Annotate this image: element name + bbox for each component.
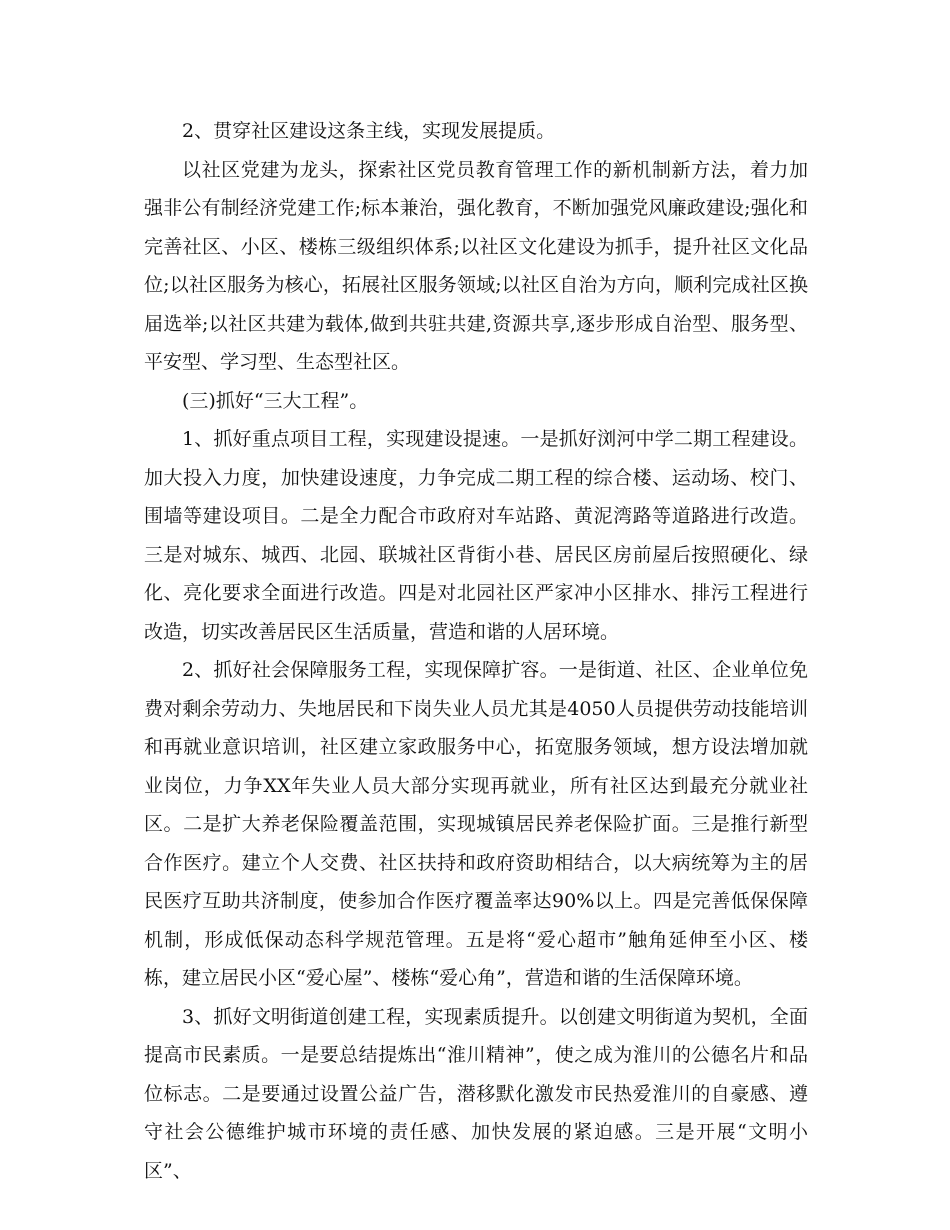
paragraph-three-projects-heading: (三)抓好“三大工程”。 (182, 389, 369, 412)
paragraph-social-security: 2、抓好社会保障服务工程，实现保障扩容。一是街道、社区、企业单位免费对剩余劳动力、失地居民和下岗失业人员尤其是4050人员提供劳动技能培训和再就业意识培训，社区建立家政服务中心，拓宽服务领域，想方设法增加就业岗位，力争XX年失业人员大部分实现再就业，所有社区达到最充分就业社区。二是扩大养老保险覆盖范围，实现城镇居民养老保险扩面。三是推行新型合作医疗。建立个人交费、社区扶持和政府资助相结合，以大病统筹为主的居民医疗互助共济制度，使参加合作医疗覆盖率达90%以上。四是完善低保保障机制，形成低保动态科学规范管理。五是将“爱心超市”触角延伸至小区、楼栋，建立居民小区“爱心屋”、楼栋“爱心角”，营造和谐的生活保障环境。 (144, 659, 808, 989)
paragraph-party-building: 以社区党建为龙头，探索社区党员教育管理工作的新机制新方法，着力加强非公有制经济党建工作;标本兼治，强化教育，不断加强党风廉政建设;强化和完善社区、小区、楼栋三级组织体系;以社区文化建设为抓手，提升社区文化品位;以社区服务为核心，拓展社区服务领域;以社区自治为方向，顺利完成社区换届选举;以社区共建为载体,做到共驻共建,资源共享,逐步形成自治型、服务型、平安型、学习型、生态型社区。 (144, 158, 808, 373)
document-page (144, 112, 808, 1190)
paragraph-key-projects: 1、抓好重点项目工程，实现建设提速。一是抓好浏河中学二期工程建设。加大投入力度，加快建设速度，力争完成二期工程的综合楼、运动场、校门、围墙等建设项目。二是全力配合市政府对车站路、黄泥湾路等道路进行改造。三是对城东、城西、北园、联城社区背街小巷、居民区房前屋后按照硬化、绿化、亮化要求全面进行改造。四是对北园社区严家冲小区排水、排污工程进行改造，切实改善居民区生活质量，营造和谐的人居环境。 (144, 428, 808, 643)
paragraph-civilized-street: 3、抓好文明街道创建工程，实现素质提升。以创建文明街道为契机，全面提高市民素质。一是要总结提炼出“淮川精神”，使之成为淮川的公德名片和品位标志。二是要通过设置公益广告，潜移默化激发市民热爱淮川的自豪感、遵守社会公德维护城市环境的责任感、加快发展的紧迫感。三是开展“文明小区”、 (144, 1005, 808, 1182)
paragraph-main-line: 2、贯穿社区建设这条主线，实现发展提质。 (182, 120, 556, 142)
